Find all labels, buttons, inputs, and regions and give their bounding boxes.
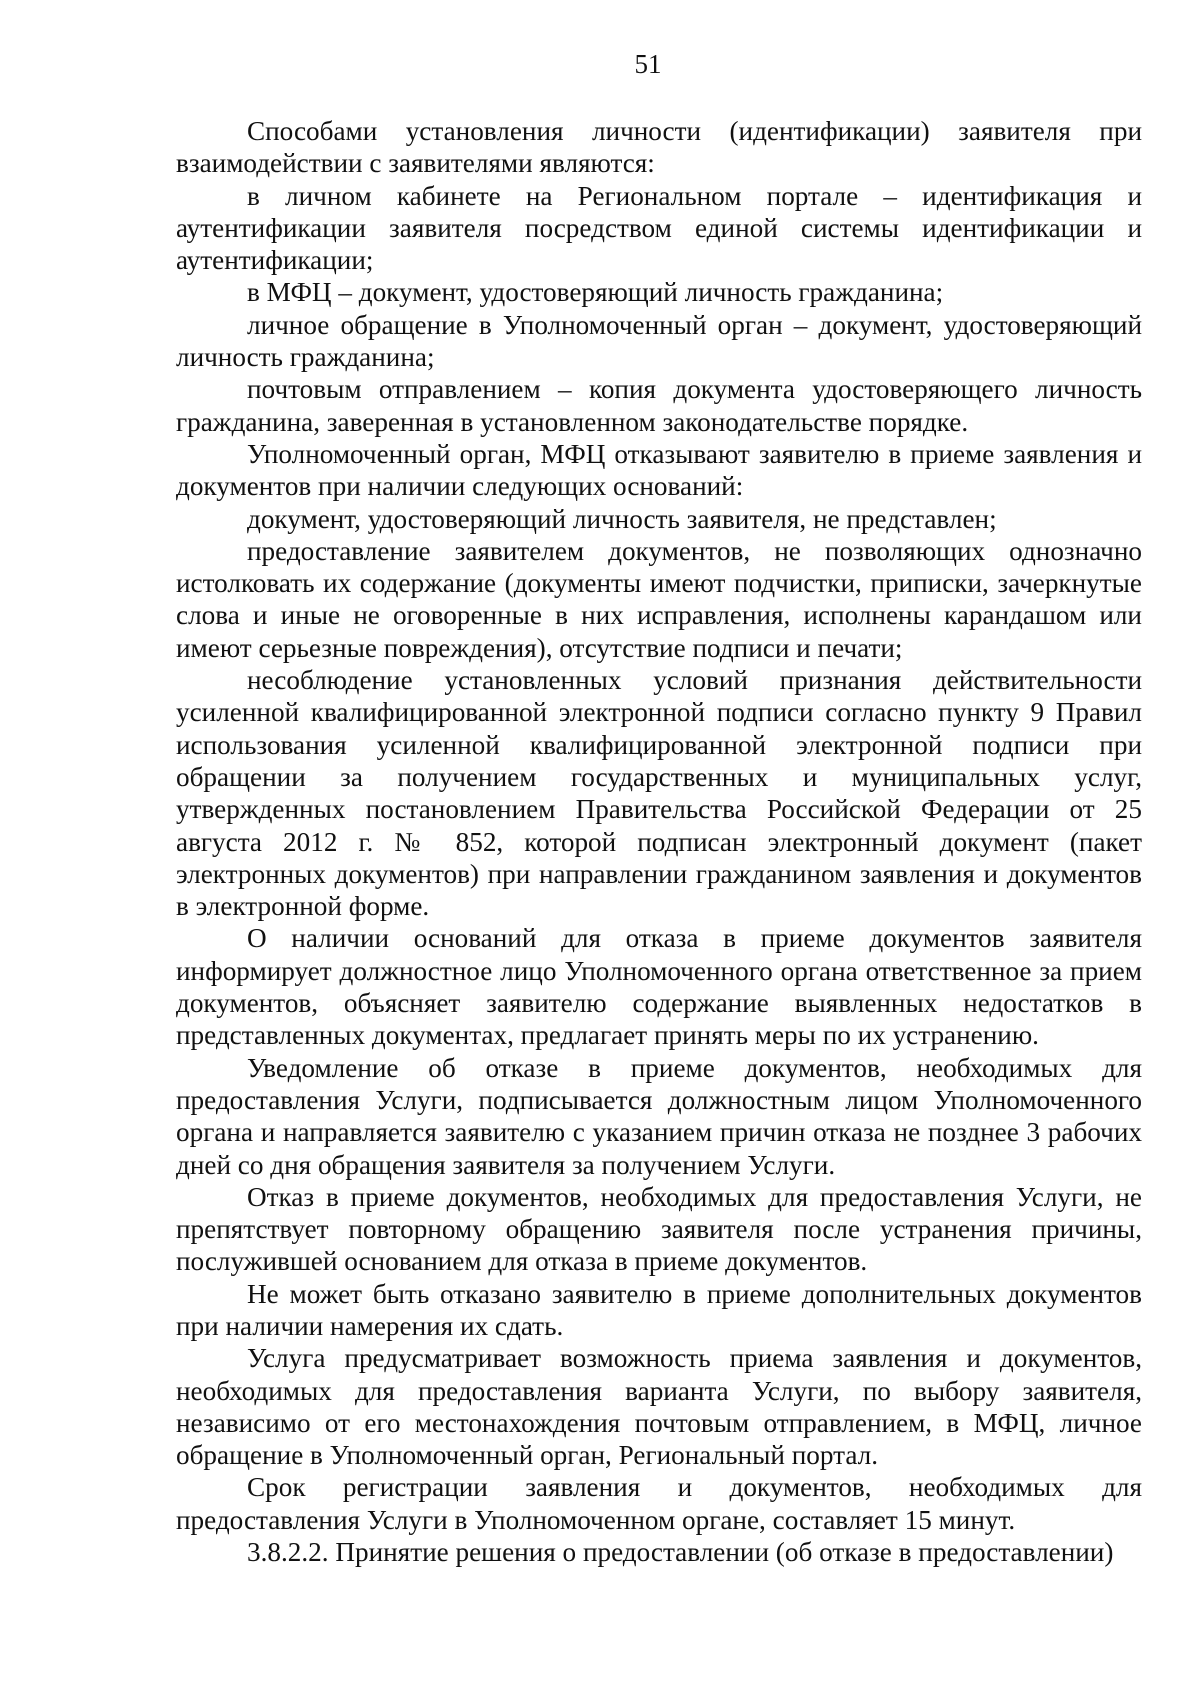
paragraph: в личном кабинете на Региональном портале – идентификация и аутентификации заявителя посредством единой системы идентификации и аутентификации; — [176, 180, 1142, 276]
paragraph: О наличии оснований для отказа в приеме документов заявителя информирует должностное лицо Уполномоченного органа ответственное за прием документов, объясняет заявителю содержание выявленных недостатков в представленных документах, предлагает принять меры по их устранению. — [176, 923, 1142, 1051]
paragraph: Услуга предусматривает возможность приема заявления и документов, необходимых для предоставления варианта Услуги, по выбору заявителя, независимо от его местонахождения почтовым отправлением, в МФЦ, личное обращение в Уполномоченный орган, Региональный портал. — [176, 1343, 1142, 1471]
paragraph: почтовым отправлением – копия документа удостоверяющего личность гражданина, заверенная в установленном законодательстве порядке. — [176, 374, 1142, 437]
paragraph: Способами установления личности (идентификации) заявителя при взаимодействии с заявителями являются: — [176, 116, 1142, 179]
paragraph: документ, удостоверяющий личность заявителя, не представлен; — [247, 503, 997, 534]
paragraph: предоставление заявителем документов, не позволяющих однозначно истолковать их содержание (документы имеют подчистки, приписки, зачеркнутые слова и иные не оговоренные в них исправления, исполнены карандашом или имеют серьезные повреждения), отсутствие подписи и печати; — [176, 535, 1142, 663]
paragraph: несоблюдение установленных условий признания действительности усиленной квалифицированной электронной подписи согласно пункту 9 Правил использования усиленной квалифицированной электронной подписи при обращении за получением государственных и муниципальных услуг, утвержденных постановлением Правительства Российской Федерации от 25 августа 2012 г. № 852, которой подписан электронный документ (пакет электронных документов) при направлении гражданином заявления и документов в электронной форме. — [176, 665, 1142, 922]
page-number: 51 — [634, 49, 662, 79]
paragraph: 3.8.2.2. Принятие решения о предоставлении (об отказе в предоставлении) — [247, 1537, 1114, 1568]
paragraph: Не может быть отказано заявителю в приеме дополнительных документов при наличии намерения их сдать. — [176, 1278, 1142, 1341]
document-body — [176, 115, 1142, 1568]
paragraph: Уведомление об отказе в приеме документов, необходимых для предоставления Услуги, подписывается должностным лицом Уполномоченного органа и направляется заявителю с указанием причин отказа не позднее 3 рабочих дней со дня обращения заявителя за получением Услуги. — [176, 1052, 1142, 1180]
paragraph: Отказ в приеме документов, необходимых для предоставления Услуги, не препятствует повторному обращению заявителя после устранения причины, послужившей основанием для отказа в приеме документов. — [176, 1181, 1142, 1277]
paragraph: Уполномоченный орган, МФЦ отказывают заявителю в приеме заявления и документов при наличии следующих оснований: — [176, 438, 1142, 502]
paragraph: личное обращение в Уполномоченный орган – документ, удостоверяющий личность гражданина; — [176, 309, 1142, 373]
paragraph: Срок регистрации заявления и документов, необходимых для предоставления Услуги в Уполномоченном органе, составляет 15 минут. — [176, 1472, 1142, 1535]
paragraph: в МФЦ – документ, удостоверяющий личность гражданина; — [247, 277, 944, 308]
